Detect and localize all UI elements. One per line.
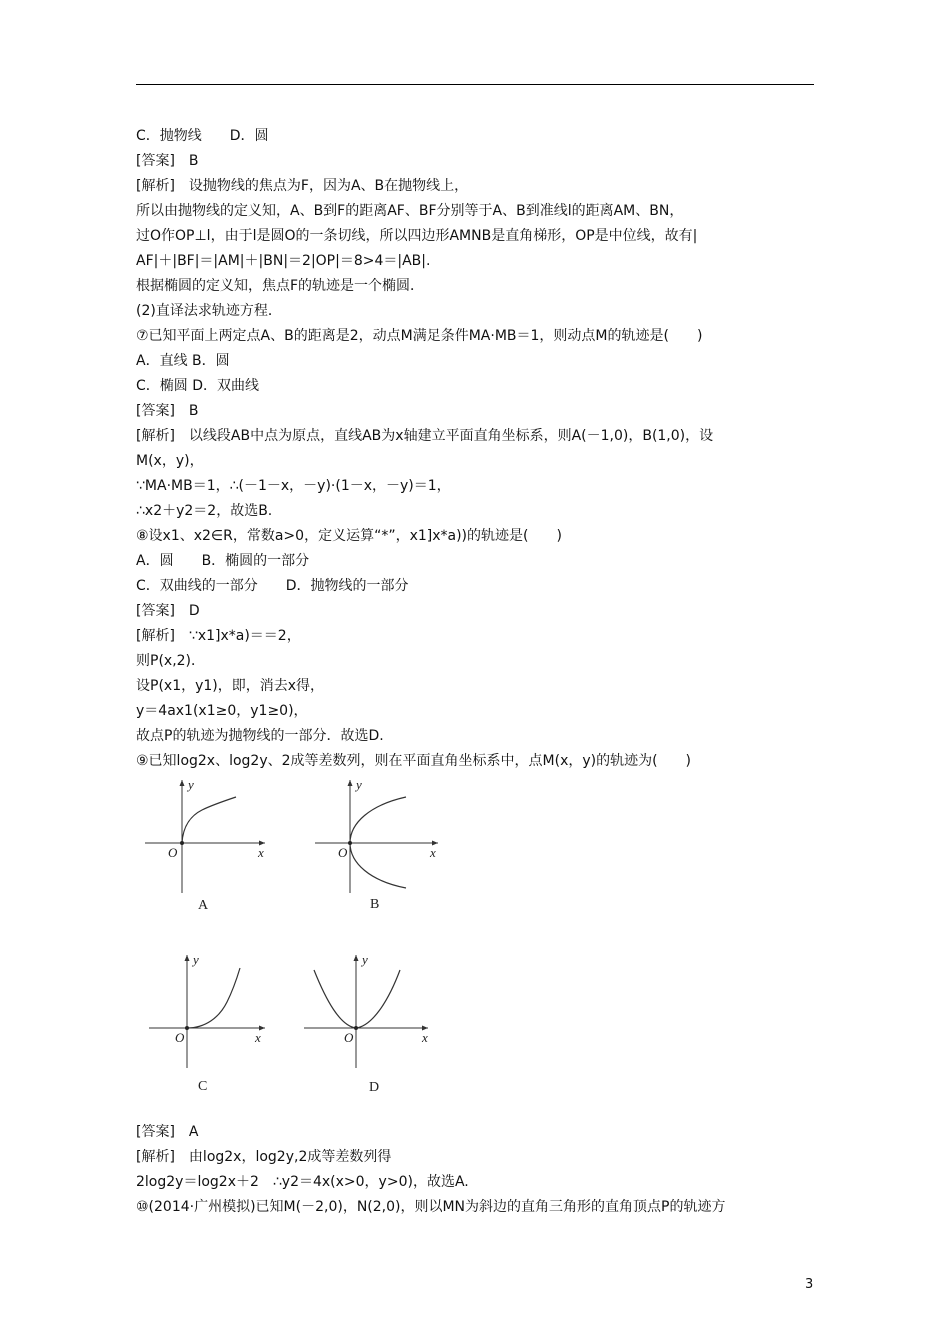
text-line: 所以由抛物线的定义知，A、B到F的距离AF、BF分别等于A、B到准线l的距离AM、BN， <box>136 203 684 219</box>
text-line: A．圆 B．椭圆的一部分 <box>136 553 310 569</box>
y-axis-label: y <box>188 777 194 792</box>
text-line: ⑧设x1、x2∈R，常数a>0，定义运算“*”，x1]x*a))的轨迹是( ) <box>136 528 562 544</box>
text-line: ⑨已知log2x、log2y、2成等差数列，则在平面直角坐标系中，点M(x，y)的轨迹为( ) <box>136 753 692 769</box>
text-line: AF|＋|BF|＝|AM|＋|BN|＝2|OP|＝8>4＝|AB|. <box>136 253 431 269</box>
text-line: 设P(x1，y1)，即，消去x得， <box>136 678 325 694</box>
x-axis-label: x <box>430 845 436 860</box>
text-line: 则P(x,2)． <box>136 653 206 669</box>
text-line: [解析] 由log2x，log2y,2成等差数列得 <box>136 1149 392 1165</box>
x-axis-label: x <box>258 845 264 860</box>
curve-b-lower <box>350 843 406 888</box>
text-line: 2log2y＝log2x＋2 ∴y2＝4x(x>0，y>0)，故选A. <box>136 1174 469 1190</box>
text-line: C．双曲线的一部分 D．抛物线的一部分 <box>136 578 409 594</box>
text-line: 过O作OP⊥l，由于l是圆O的一条切线，所以四边形AMNB是直角梯形，OP是中位线，故有| <box>136 228 698 244</box>
text-line: ∵MA·MB＝1，∴(－1－x，－y)·(1－x，－y)＝1， <box>136 478 451 494</box>
caption-c: C <box>198 1079 208 1094</box>
text-line: ⑦已知平面上两定点A、B的距离是2，动点M满足条件MA·MB＝1，则动点M的轨迹是( ) <box>136 328 703 344</box>
graph-option-d <box>300 950 440 1070</box>
x-axis-label: x <box>422 1030 428 1045</box>
text-line: 故点P的轨迹为抛物线的一部分．故选D. <box>136 728 384 744</box>
origin-label: O <box>338 845 348 860</box>
caption-a: A <box>198 898 209 913</box>
curve-d <box>314 970 400 1028</box>
text-line: [答案] B <box>136 403 199 419</box>
text-line: A．直线 B．圆 <box>136 353 230 369</box>
text-line: [解析] 设抛物线的焦点为F，因为A、B在抛物线上， <box>136 178 469 194</box>
y-axis-label: y <box>356 777 362 792</box>
text-line: ∴x2＋y2＝2，故选B. <box>136 503 273 519</box>
origin-label: O <box>175 1030 185 1045</box>
page-number: 3 <box>805 1277 814 1292</box>
graph-option-b <box>310 775 445 895</box>
header-rule <box>136 84 814 85</box>
text-line: ⑩(2014·广州模拟)已知M(－2,0)，N(2,0)，则以MN为斜边的直角三角形的直角顶点P的轨迹方 <box>136 1199 726 1215</box>
graph-option-a <box>140 775 275 895</box>
curve-b-upper <box>350 797 406 843</box>
origin-label: O <box>344 1030 354 1045</box>
y-axis-label: y <box>362 952 368 967</box>
text-line: C．抛物线 D．圆 <box>136 128 269 144</box>
x-axis-label: x <box>255 1030 261 1045</box>
text-line: y＝4ax1(x1≥0，y1≥0)， <box>136 703 308 719</box>
y-axis-label: y <box>193 952 199 967</box>
text-line: [答案] B <box>136 153 199 169</box>
text-line: M(x，y)， <box>136 453 204 469</box>
caption-d: D <box>369 1080 380 1095</box>
text-line: 根据椭圆的定义知，焦点F的轨迹是一个椭圆． <box>136 278 425 294</box>
text-line: [解析] 以线段AB中点为原点，直线AB为x轴建立平面直角坐标系，则A(－1,0)，B(1,0)，设 <box>136 428 714 444</box>
text-line: (2)直译法求轨迹方程． <box>136 303 282 319</box>
text-line: [答案] D <box>136 603 200 619</box>
text-line: [解析] ∵x1]x*a)＝＝2， <box>136 628 301 644</box>
curve-a <box>182 797 236 843</box>
caption-b: B <box>370 897 380 912</box>
origin-label: O <box>168 845 178 860</box>
text-line: [答案] A <box>136 1124 199 1140</box>
curve-c <box>187 968 240 1028</box>
text-line: C．椭圆 D．双曲线 <box>136 378 260 394</box>
graph-option-c <box>145 950 275 1070</box>
